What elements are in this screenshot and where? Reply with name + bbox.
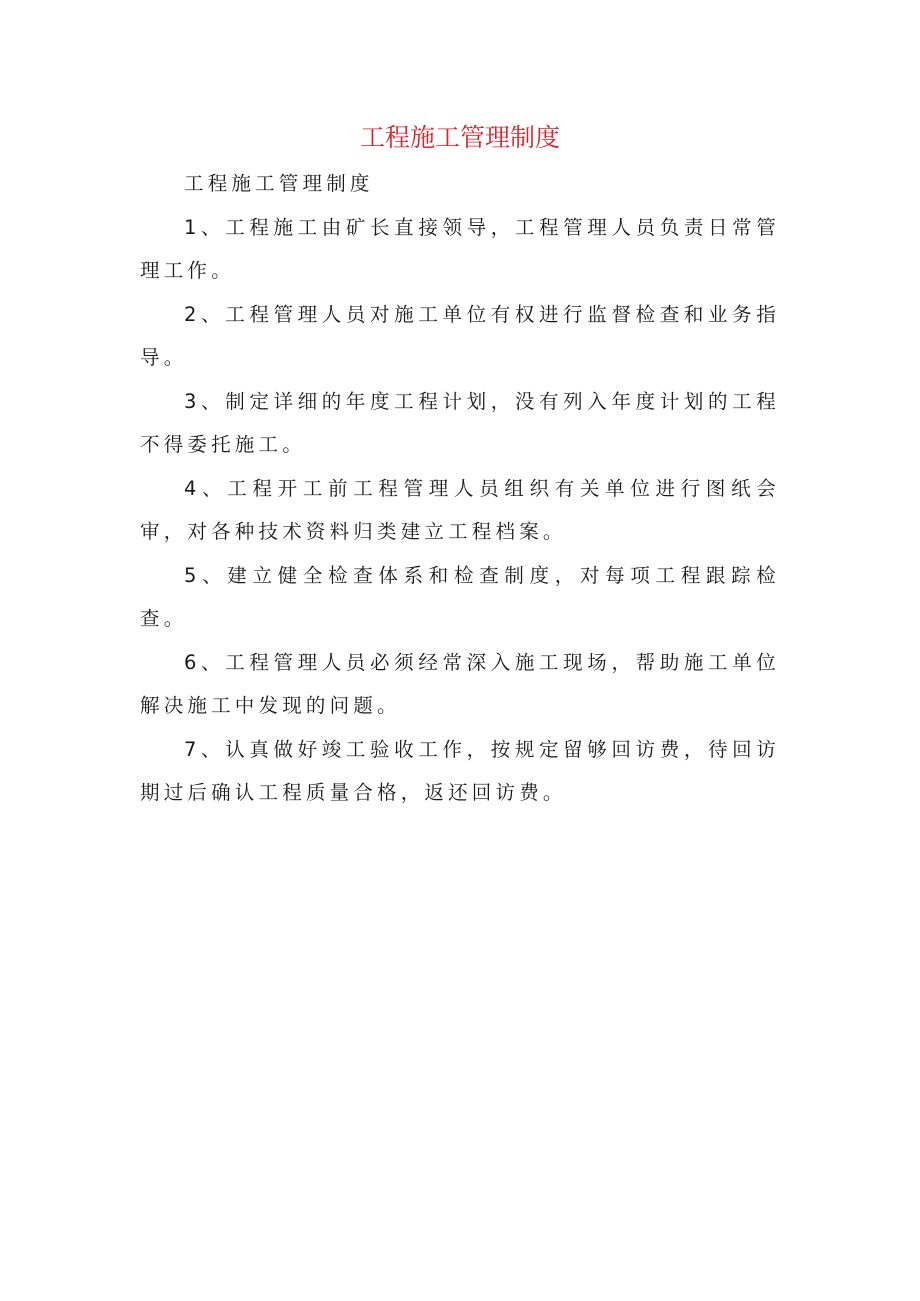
rule-item-6: 6、工程管理人员必须经常深入施工现场，帮助施工单位解决施工中发现的问题。 xyxy=(140,650,780,717)
document-body xyxy=(140,162,780,815)
rule-item-4: 4、工程开工前工程管理人员组织有关单位进行图纸会审，对各种技术资料归类建立工程档案。 xyxy=(140,476,780,543)
rule-item-7: 7、认真做好竣工验收工作，按规定留够回访费，待回访期过后确认工程质量合格，返还回访费。 xyxy=(140,737,780,804)
document-subtitle: 工程施工管理制度 xyxy=(184,172,374,195)
rule-item-3: 3、制定详细的年度工程计划，没有列入年度计划的工程不得委托施工。 xyxy=(140,389,780,456)
rule-item-2: 2、工程管理人员对施工单位有权进行监督检查和业务指导。 xyxy=(140,302,780,369)
rule-item-1: 1、工程施工由矿长直接领导，工程管理人员负责日常管理工作。 xyxy=(140,215,780,282)
document-title: 工程施工管理制度 xyxy=(359,123,560,152)
rule-item-5: 5、建立健全检查体系和检查制度，对每项工程跟踪检查。 xyxy=(140,563,780,630)
